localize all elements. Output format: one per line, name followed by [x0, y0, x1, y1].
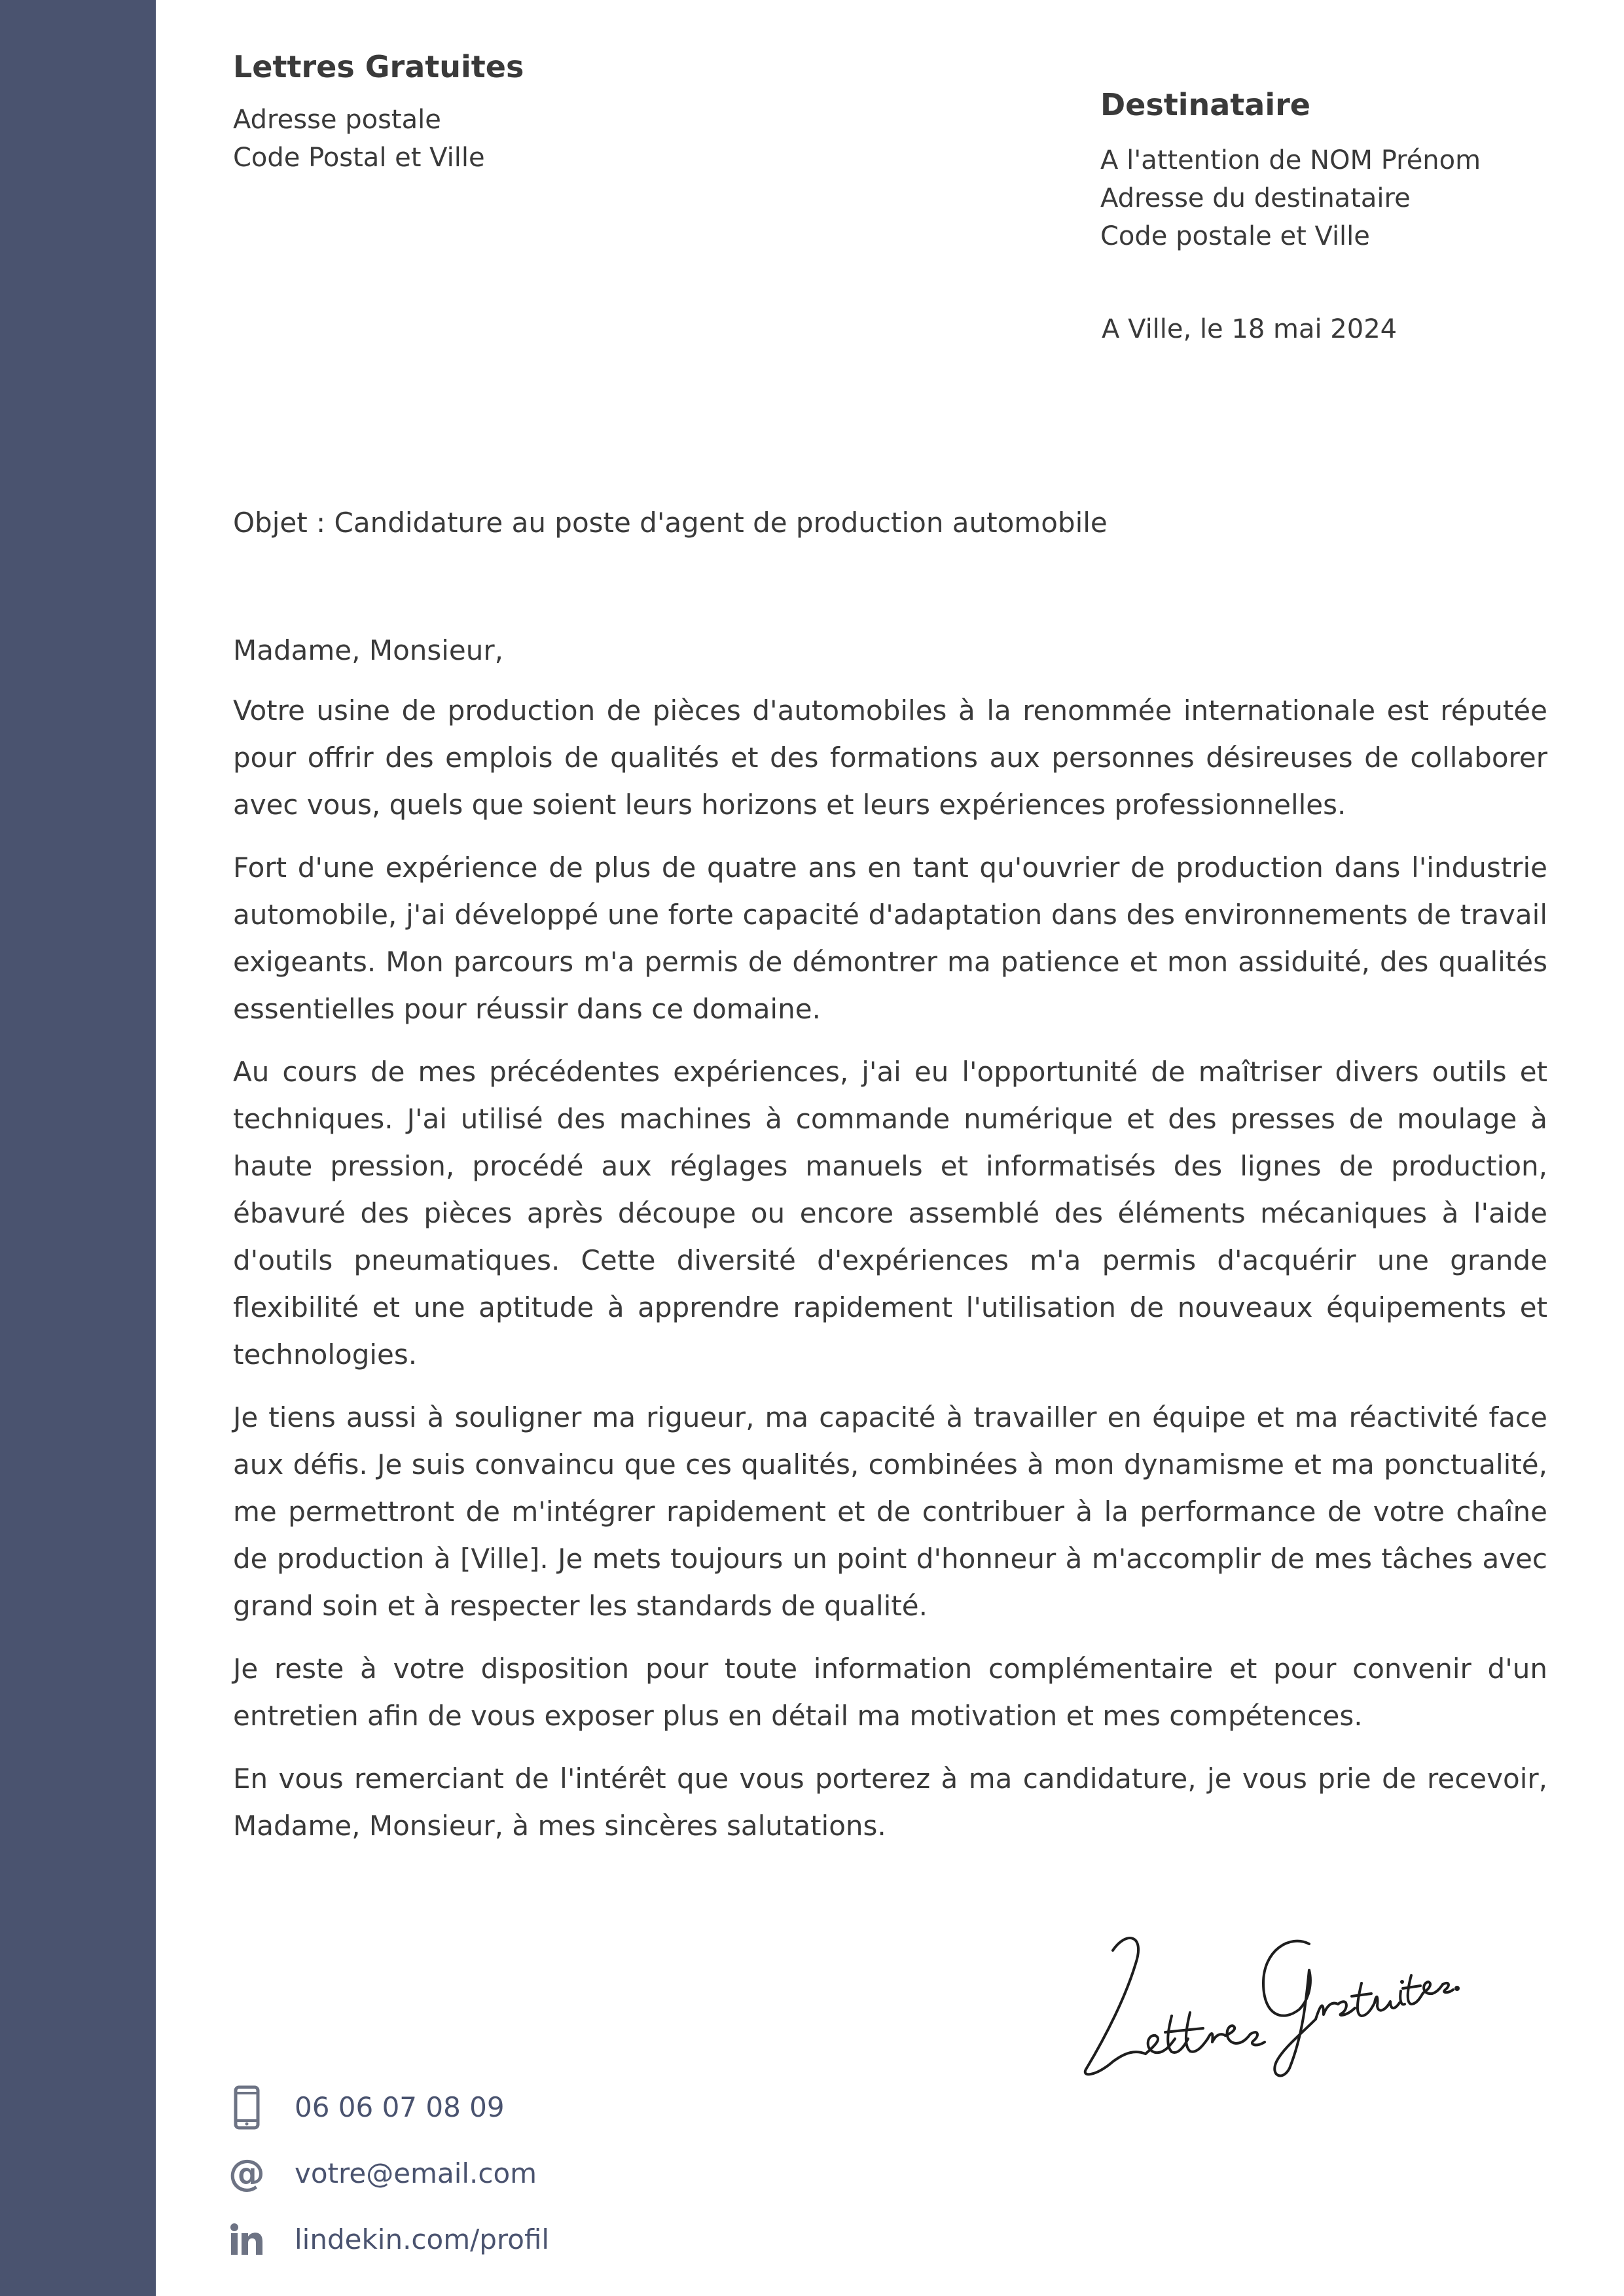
sender-address-line1: Adresse postale — [233, 105, 441, 135]
letter-body — [233, 627, 1547, 1865]
place-date: A Ville, le 18 mai 2024 — [1102, 314, 1398, 344]
sidebar-band — [0, 0, 156, 2296]
paragraph: Je reste à votre disposition pour toute information complémentaire et pour convenir d'un entretien afin de vous exposer plus en détail ma motivation et mes compétences. — [233, 1653, 1547, 1732]
letter-subject: Objet : Candidature au poste d'agent de production automobile — [233, 507, 1108, 539]
recipient-attention: A l'attention de NOM Prénom — [1100, 145, 1481, 175]
sender-block — [233, 45, 822, 177]
recipient-address: Adresse du destinataire — [1100, 183, 1411, 213]
sender-address-line2: Code Postal et Ville — [233, 143, 485, 173]
linkedin-icon — [226, 2217, 267, 2263]
contact-email — [226, 2147, 750, 2200]
salutation: Madame, Monsieur, — [233, 634, 504, 666]
linkedin-url[interactable]: lindekin.com/profil — [295, 2223, 550, 2255]
recipient-title: Destinataire — [1100, 87, 1310, 122]
paragraph: Au cours de mes précédentes expériences, j'ai eu l'opportunité de maîtriser divers outils et techniques. J'ai utilisé des machines à commande numérique et des presses de moulage à haute pression, procédé aux réglages manuels et informatisés des lignes de production, ébavuré des pièces après découpe ou encore assemblé des éléments mécaniques à l'aide d'outils pneumatiques. Cette diversité d'expériences m'a permis d'acquérir une grande flexibilité et une aptitude à apprendre rapidement l'utilisation de nouveaux équipements et technologies. — [233, 1056, 1547, 1371]
email-address[interactable]: votre@email.com — [295, 2157, 537, 2189]
recipient-block — [1100, 82, 1598, 255]
phone-number[interactable]: 06 06 07 08 09 — [295, 2091, 505, 2123]
contact-phone — [226, 2081, 750, 2134]
paragraph: Je tiens aussi à souligner ma rigueur, ma capacité à travailler en équipe et ma réactivité face aux défis. Je suis convaincu que ces qualités, combinées à mon dynamisme et ma ponctualité, me permettront de m'intégrer rapidement et de contribuer à la performance de votre chaîne de production à [Ville]. Je mets toujours un point d'honneur à m'accomplir de mes tâches avec grand soin et à respecter les standards de qualité. — [233, 1401, 1547, 1622]
paragraph: Votre usine de production de pièces d'automobiles à la renommée internationale est réputée pour offrir des emplois de qualités et des formations aux personnes désireuses de collaborer avec vous, quels que soient leurs horizons et leurs expériences professionnelles. — [233, 694, 1547, 821]
sender-name: Lettres Gratuites — [233, 49, 524, 84]
recipient-city: Code postale et Ville — [1100, 221, 1370, 251]
paragraph: Fort d'une expérience de plus de quatre ans en tant qu'ouvrier de production dans l'industrie automobile, j'ai développé une forte capacité d'adaptation dans des environnements de travail exigeants. Mon parcours m'a permis de démontrer ma patience et mon assiduité, des qualités essentielles pour réussir dans ce domaine. — [233, 852, 1547, 1025]
paragraph: En vous remerciant de l'intérêt que vous porterez à ma candidature, je vous prie de recevoir, Madame, Monsieur, à mes sincères salutations. — [233, 1763, 1547, 1842]
signature — [1074, 1905, 1460, 2088]
contact-linkedin — [226, 2214, 750, 2266]
at-icon: @ — [228, 2152, 265, 2195]
phone-icon — [226, 2085, 267, 2130]
